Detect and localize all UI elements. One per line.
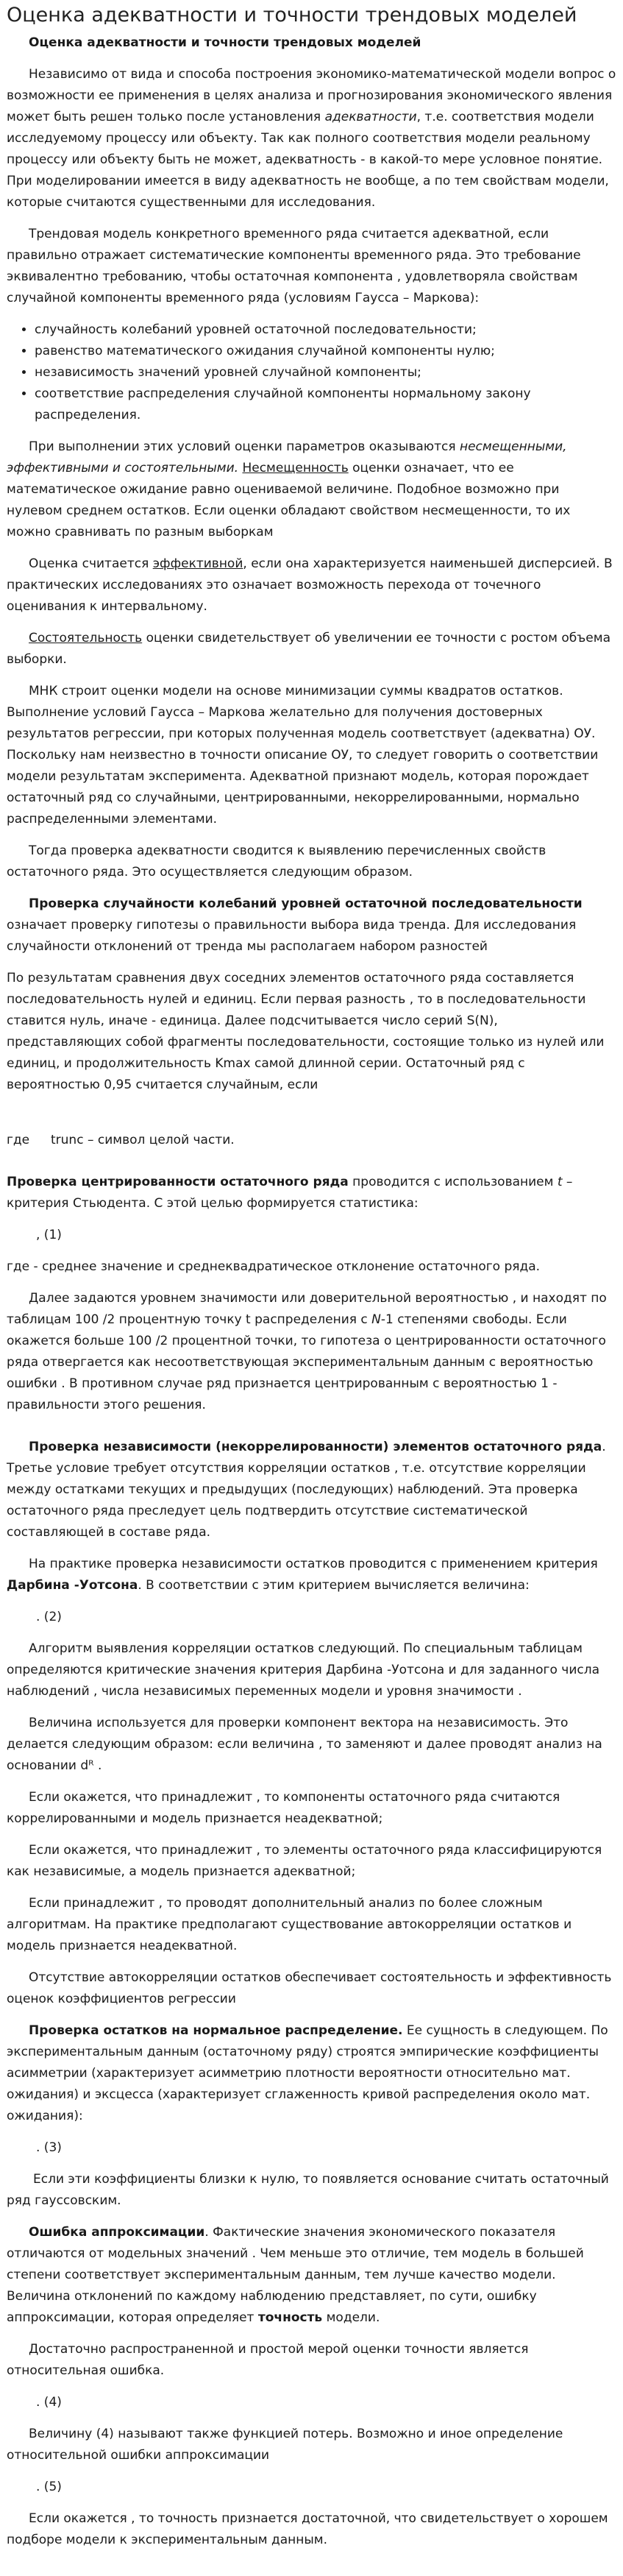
list-item: • случайность колебаний уровней остаточной последовательности; [35,319,616,341]
p20-bold: Проверка остатков на нормальное распределение. [29,2023,403,2038]
p4-text-a: Оценка считается [29,556,153,571]
paragraph-case-independent: Если окажется, что принадлежит , то элементы остаточного ряда классифицируются как независимые, а модель признается адекватной; [7,1843,602,1879]
p3-text-a: При выполнении этих условий оценки параметров оказываются [29,439,460,454]
paragraph-significance [7,1288,616,1416]
p8-bold: Проверка случайности колебаний уровней остаточной последовательности [29,896,583,911]
p1-text-b: , т.е. соответствия модели исследуемому процессу или объекту. Так как полного соответствия модели реальному процессу или объекту быть не может, адекватность - в какой-то мере условное понятие. При моделировании имеется в виду адекватность не вообще, а по тем свойствам модели, которые считаются существенными для исследования. [7,110,609,210]
p5-underline: Состоятельность [29,631,143,645]
paragraph-case-correlated: Если окажется, что принадлежит , то компоненты остаточного ряда считаются коррелированными и модель признается неадекватной; [7,1790,560,1826]
p12-bold: Проверка независимости (некоррелированности) элементов остаточного ряда [29,1440,602,1454]
where-text: trunc – символ целой части. [51,1133,235,1147]
p3-underline: Несмещенность [242,461,349,475]
paragraph-loss-function: Величину (4) называют также функцией потерь. Возможно и иное определение относительной ошибки аппроксимации [7,2427,563,2463]
p22-text-a: . Фактические значения экономического показателя отличаются от модельных значений . Чем меньше это отличие, тем модель в большей степени соответствует экспериментальным данным, тем лучше качество модели. Величина отклонений по каждому наблюдению представляет, по сути, ошибку аппроксимации, которая определяет [7,2225,584,2325]
where-mean-std: где - среднее значение и среднеквадратическое отклонение остаточного ряда. [7,1259,541,1274]
paragraph-no-autocorrelation: Отсутствие автокорреляции остатков обеспечивает состоятельность и эффективность оценок коэффициентов регрессии [7,1970,612,2006]
paragraph-adequacy-intro [7,64,616,213]
spacer [7,1161,616,1172]
p11-text-a: Далее задаются уровнем значимости или доверительной вероятностью , и находят по таблицам 100 /2 процентную точку t распределения с [7,1291,607,1327]
p10-italic: t [557,1175,563,1189]
paragraph-adequacy-check: Тогда проверка адекватности сводится к выявлению перечисленных свойств остаточного ряда. Это осуществляется следующим образом. [7,843,547,880]
paragraph-durbin-watson [7,1554,616,1596]
where-trunc [7,1130,616,1151]
list-item: • равенство математического ожидания случайной компоненты нулю; [35,341,616,362]
p1-italic: адекватности [324,110,417,124]
paragraph-algorithm: Алгоритм выявления корреляции остатков следующий. По специальным таблицам определяются критические значения критерия Дарбина -Уотсона и для заданного числа наблюдений , числа независимых переменных модели и уровня значимости . [7,1641,600,1699]
list-item: • независимость значений уровней случайной компоненты; [35,362,616,383]
p11-text-b: -1 степенями свободы. Если окажется больше 100 /2 процентной точки, то гипотеза о центрированности остаточного ряда отвергается как несоответствующая экспериментальным данным с вероятностью ошибки . В противном случае ряд признается центрированным с вероятностью 1 - правильности этого решения. [7,1312,606,1412]
spacer [7,1426,616,1437]
paragraph-relative-error: Достаточно распространенной и простой мерой оценки точности является относительная ошибка. [7,2342,529,2378]
p10-text-c: – критерия Стьюдента. С этой целью формируется статистика: [7,1175,573,1211]
p3-italic: несмещенными, эффективными и состоятельными. [7,439,567,475]
subtitle-text: Оценка адекватности и точности трендовых моделей [29,35,421,50]
p4-underline: эффективной [152,556,243,571]
gauss-markov-conditions-list [7,319,616,426]
p10-text-a: проводится с использованием [348,1175,558,1189]
list-item: • соответствие распределения случайной компоненты нормальному закону распределения. [35,383,616,426]
formula-2: . (2) [36,1610,62,1624]
p5-text-a: оценки свидетельствует об увеличении ее точности с ростом объема выборки. [7,631,610,667]
page-title: Оценка адекватности и точности трендовых моделей [7,4,577,26]
p11-italic: N [371,1312,381,1327]
paragraph-ols: МНК строит оценки модели на основе минимизации суммы квадратов остатков. Выполнение условий Гаусса – Маркова желательно для получения достоверных результатов регрессии, при которых полученная модель соответствует (адекватна) ОУ. Поскольку нам неизвестно в точности описание ОУ, то следует говорить о соответствии модели результатам эксперимента. Адекватной признают модель, которая порождает остаточный ряд со случайными, центрированными, некоррелированными, нормально распределенными элементами. [7,684,599,827]
formula-4: . (4) [36,2395,62,2410]
paragraph-value-usage: Величина используется для проверки компонент вектора на независимость. Это делается следующим образом: если величина , то заменяют и далее проводят анализ на основании dᴿ . [7,1716,602,1773]
paragraph-accuracy-conclusion: Если окажется , то точность признается достаточной, что свидетельствует о хорошем подборе модели к экспериментальным данным. [7,2511,608,2547]
p4-text-b: , если она характеризуется наименьшей дисперсией. В практических исследованиях это означает возможность перехода от точечного оценивания к интервальному. [7,556,613,614]
p1-text-a: Независимо от вида и способа построения экономико-математической модели вопрос о возможности ее применения в целях анализа и прогнозирования экономического явления может быть решен только после установления [7,67,616,124]
paragraph-approximation-error [7,2222,616,2329]
section-subtitle [7,32,616,54]
p13-text-a: На практике проверка независимости остатков проводится с применением критерия [29,1557,598,1571]
p10-bold: Проверка центрированности остаточного ряда [7,1175,349,1189]
p12-text-a: . Третье условие требует отсутствия корреляции остатков , т.е. отсутствие корреляции между остатками текущих и предыдущих (последующих) наблюдений. Эта проверка остаточного ряда преследует цель подтвердить отсутствие систематической составляющей в составе ряда. [7,1440,606,1540]
formula-1: , (1) [36,1228,62,1242]
paragraph-gaussian: Если эти коэффициенты близки к нулю, то появляется основание считать остаточный ряд гауссовским. [7,2172,609,2208]
paragraph-case-uncertain: Если принадлежит , то проводят дополнительный анализ по более сложным алгоритмам. На практике предполагают существование автокорреляции остатков и модель признается неадекватной. [7,1896,572,1953]
p13-text-c: . В соответствии с этим критерием вычисляется величина: [138,1578,530,1593]
paragraph-normality-check [7,2020,616,2127]
formula-5: . (5) [36,2480,62,2494]
p22-bold-accuracy: точность [257,2310,323,2325]
paragraph-series-comparison: По результатам сравнения двух соседних элементов остаточного ряда составляется последовательность нулей и единиц. Если первая разность , то в последовательности ставится нуль, иначе - единица. Далее подсчитывается число серий S(N), представляющих собой фрагменты последовательности, состоящие только из нулей или единиц, и продолжительность Kmax самой длинной серии. Остаточный ряд с вероятностью 0,95 считается случайным, если [7,971,605,1092]
p8-text-a: означает проверку гипотезы о правильности выбора вида тренда. Для исследования случайности отклонений от тренда мы располагаем набором разностей [7,918,577,954]
paragraph-independence-check [7,1437,616,1543]
paragraph-trend-model: Трендовая модель конкретного временного ряда считается адекватной, если правильно отражает систематические компоненты временного ряда. Это требование эквивалентно требованию, чтобы остаточная компонента , удовлетворяла свойствам случайной компоненты временного ряда (условиям Гаусса – Маркова): [7,227,581,305]
formula-placeholder [7,1106,616,1130]
paragraph-consistency [7,628,616,670]
p22-bold: Ошибка аппроксимации [29,2225,205,2240]
where-label: где [7,1133,30,1147]
p3-text-c: оценки означает, что ее математическое ожидание равно оцениваемой величине. Подобное возможно при нулевом среднем остатков. Если оценки обладают свойством несмещенности, то их можно сравнивать по разным выборкам [7,461,571,539]
paragraph-randomness-check [7,894,616,958]
paragraph-efficiency [7,553,616,618]
p20-text-a: Ее сущность в следующем. По экспериментальным данным (остаточному ряду) строятся эмпирические коэффициенты асимметрии (характеризует асимметрию плотности вероятности относительно мат. ожидания) и эксцесса (характеризует сглаженность кривой распределения около мат. ожидания): [7,2023,608,2123]
p22-text-c: модели. [322,2310,380,2325]
paragraph-centering-check [7,1172,616,1214]
formula-3: . (3) [36,2140,62,2155]
p13-bold: Дарбина -Уотсона [7,1578,138,1593]
paragraph-estimate-properties [7,436,616,543]
